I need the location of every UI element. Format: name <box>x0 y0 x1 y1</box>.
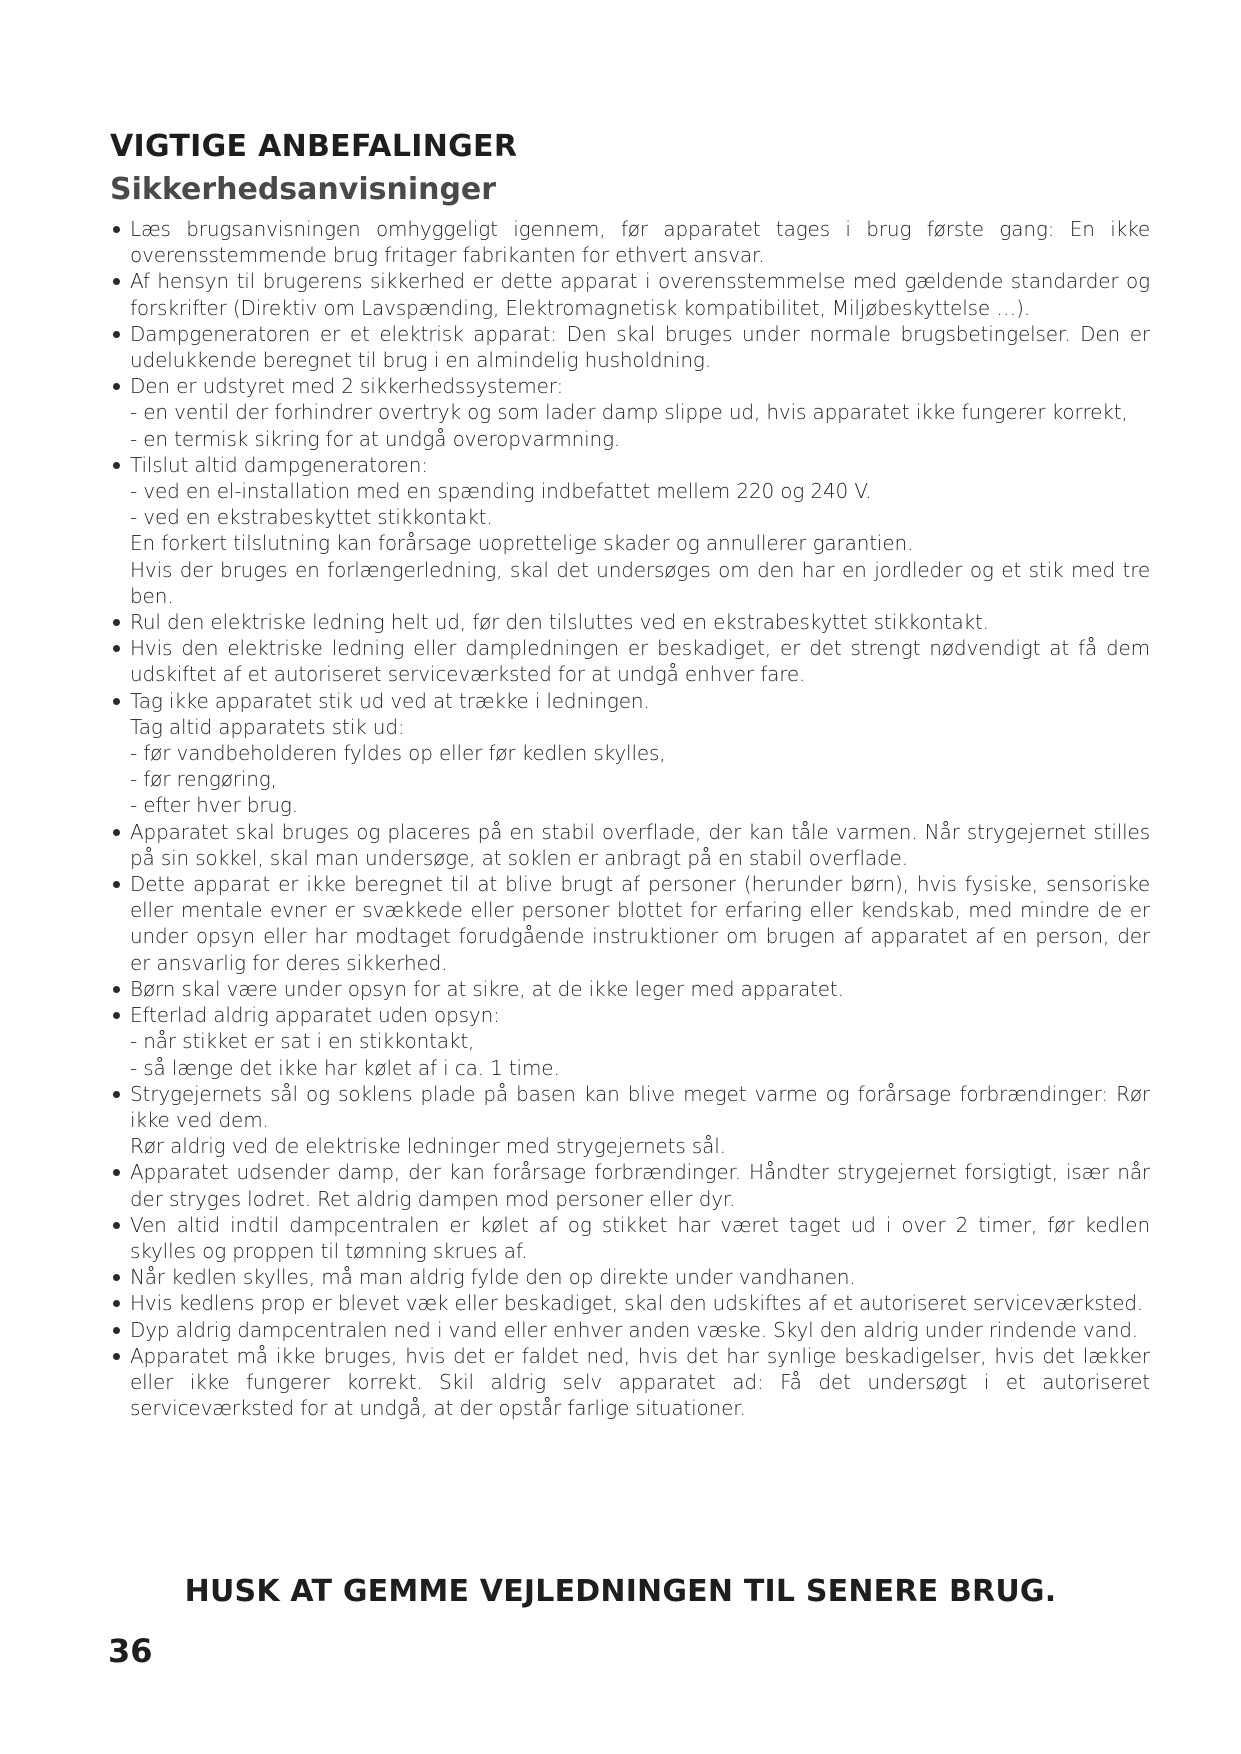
item-text: Tag ikke apparatet stik ud ved at trække i ledningen. <box>130 688 650 713</box>
list-item <box>110 1317 1150 1343</box>
item-text: Den er udstyret med 2 sikkerhedssystemer: <box>130 374 564 399</box>
sub-item-text: - efter hver brug. <box>130 793 298 818</box>
item-text: Dyp aldrig dampcentralen ned i vand eller enhver anden væske. Skyl den aldrig under rindende vand. <box>130 1317 1138 1342</box>
list-item <box>110 976 1150 1002</box>
item-text: Når kedlen skylles, må man aldrig fylde den op direkte under vandhanen. <box>130 1265 856 1290</box>
item-text: Dette apparat er ikke beregnet til at blive brugt af personer (herunder børn), hvis fysiske, sensoriske eller mentale evner er svækkede eller personer blottet for erfaring eller kendskab, med mindre de er under opsyn eller har modtaget forudgående instruktioner om brugen af apparatet af en person, der er ansvarlig for deres sikkerhed. <box>130 872 1150 975</box>
list-item <box>110 1081 1150 1160</box>
item-text: En forkert tilslutning kan forårsage uoprettelige skader og annullerer garantien. <box>130 531 914 556</box>
list-item <box>110 452 1150 609</box>
list-item <box>110 373 1150 452</box>
item-text: Hvis den elektriske ledning eller dampledningen er beskadiget, er det strengt nødvendigt at få dem udskiftet af et autoriseret serviceværksted for at undgå enhver fare. <box>130 636 1150 687</box>
item-text: Apparatet må ikke bruges, hvis det er faldet ned, hvis det har synlige beskadigelser, hvis det lækker eller ikke fungerer korrekt. Skil aldrig selv apparatet ad: Få det undersøgt i et autoriseret serviceværksted for at undgå, at der opstår farlige situationer. <box>130 1343 1150 1421</box>
item-text: Apparatet udsender damp, der kan forårsage forbrændinger. Håndter strygejernet forsigtigt, især når der stryges lodret. Ret aldrig dampen mod personer eller dyr. <box>130 1160 1150 1211</box>
sub-item-text: - før rengøring, <box>130 767 277 792</box>
list-item <box>110 1159 1150 1211</box>
list-item <box>110 268 1150 320</box>
sub-item-text: - før vandbeholderen fyldes op eller før kedlen skylles, <box>130 741 666 766</box>
item-text: Rør aldrig ved de elektriske ledninger med strygejernets sål. <box>130 1134 726 1159</box>
item-text: Tilslut altid dampgeneratoren: <box>130 452 428 477</box>
sub-item-text: - ved en ekstrabeskyttet stikkontakt. <box>130 505 493 530</box>
list-item <box>110 216 1150 268</box>
item-text: Strygejernets sål og soklens plade på basen kan blive meget varme og forårsage forbrændinger: Rør ikke ved dem. <box>130 1081 1150 1132</box>
keep-instructions-note: HUSK AT GEMME VEJLEDNINGEN TIL SENERE BRUG. <box>184 1574 1057 1609</box>
item-text: Rul den elektriske ledning helt ud, før den tilsluttes ved en ekstrabeskyttet stikkontakt. <box>130 610 989 635</box>
list-item <box>110 321 1150 373</box>
item-text: Af hensyn til brugerens sikkerhed er dette apparat i overensstemmelse med gældende standarder og forskrifter (Direktiv om Lavspænding, Elektromagnetisk kompatibilitet, Miljøbeskyttelse …). <box>130 269 1150 320</box>
list-item <box>110 1264 1150 1290</box>
list-item <box>110 871 1150 976</box>
item-text: Ven altid indtil dampcentralen er kølet af og stikket har været taget ud i over 2 timer, før kedlen skylles og proppen til tømning skrues af. <box>130 1212 1150 1263</box>
page-number: 36 <box>108 1632 153 1670</box>
list-item <box>110 609 1150 635</box>
list-item <box>110 688 1150 819</box>
list-item <box>110 1002 1150 1081</box>
sub-item-text: - en ventil der forhindrer overtryk og som lader damp slippe ud, hvis apparatet ikke fungerer korrekt, <box>130 400 1128 425</box>
item-text: Læs brugsanvisningen omhyggeligt igennem, før apparatet tages i brug første gang: En ikke overensstemmende brug fritager fabrikanten for ethvert ansvar. <box>130 217 1150 268</box>
list-item <box>110 1343 1150 1422</box>
item-text: Børn skal være under opsyn for at sikre, at de ikke leger med apparatet. <box>130 976 844 1001</box>
sub-item-text: - så længe det ikke har kølet af i ca. 1 time. <box>130 1055 560 1080</box>
list-item <box>110 819 1150 871</box>
sub-item-text: - en termisk sikring for at undgå overopvarmning. <box>130 426 621 451</box>
item-text: Hvis kedlens prop er blevet væk eller beskadiget, skal den udskiftes af et autoriseret serviceværksted. <box>130 1291 1144 1316</box>
document-page <box>110 128 1150 1421</box>
item-text: Apparatet skal bruges og placeres på en stabil overflade, der kan tåle varmen. Når strygejernet stilles på sin sokkel, skal man undersøge, at soklen er anbragt på en stabil overflade. <box>130 819 1150 870</box>
list-item <box>110 635 1150 687</box>
safety-instructions-list <box>110 216 1150 1421</box>
item-text: Efterlad aldrig apparatet uden opsyn: <box>130 1003 500 1028</box>
list-item <box>110 1212 1150 1264</box>
sub-item-text: - ved en el-installation med en spænding indbefattet mellem 220 og 240 V. <box>130 479 872 504</box>
page-title: VIGTIGE ANBEFALINGER <box>110 129 518 164</box>
item-text: Hvis der bruges en forlængerledning, skal det undersøges om den har en jordleder og et stik med tre ben. <box>130 557 1150 608</box>
section-subtitle: Sikkerhedsanvisninger <box>110 172 497 207</box>
sub-item-text: - når stikket er sat i en stikkontakt, <box>130 1029 475 1054</box>
item-text: Dampgeneratoren er et elektrisk apparat: Den skal bruges under normale brugsbetingelser. Den er udelukkende beregnet til brug i en almindelig husholdning. <box>130 321 1150 373</box>
list-item <box>110 1290 1150 1316</box>
item-text: Tag altid apparatets stik ud: <box>130 714 405 739</box>
